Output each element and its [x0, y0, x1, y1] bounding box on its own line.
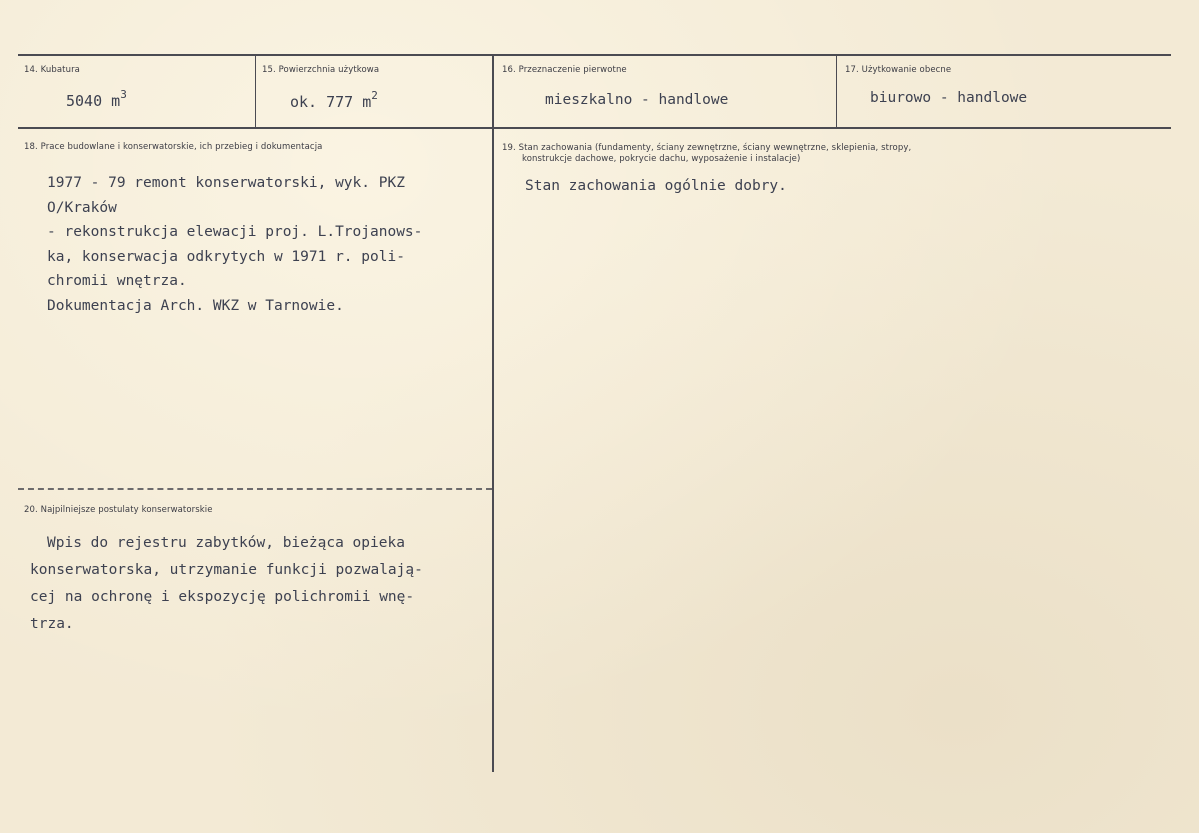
- divider-18-19: [492, 129, 494, 772]
- field-14-label: 14. Kubatura: [24, 65, 80, 75]
- field-19-label-line-2: konstrukcje dachowe, pokrycie dachu, wyposażenie i instalacje): [522, 154, 801, 164]
- field-20-label: 20. Najpilniejsze postulaty konserwatorskie: [24, 505, 213, 515]
- field-15-unit-exponent: 2: [371, 89, 378, 102]
- field-14-number: 5040 m: [66, 92, 121, 110]
- field-18-label: 18. Prace budowlane i konserwatorskie, ich przebieg i dokumentacja: [24, 142, 323, 152]
- field-20-line: konserwatorska, utrzymanie funkcji pozwalają-: [30, 562, 423, 578]
- top-rule: [18, 54, 1171, 56]
- divider-14-15: [255, 56, 256, 127]
- field-15-number: ok. 777 m: [290, 93, 372, 111]
- divider-15-16: [492, 56, 494, 127]
- section-18-bottom-rule: [18, 488, 492, 490]
- field-18-line: Dokumentacja Arch. WKZ w Tarnowie.: [47, 297, 344, 314]
- field-20-text: [30, 530, 423, 638]
- field-15-value: [290, 91, 378, 111]
- field-16-value: mieszkalno - handlowe: [545, 92, 729, 108]
- field-17-label: 17. Użytkowanie obecne: [845, 65, 952, 75]
- field-18-line: - rekonstrukcja elewacji proj. L.Trojanows-: [47, 224, 423, 240]
- field-19-label-line-1: 19. Stan zachowania (fundamenty, ściany zewnętrzne, ściany wewnętrzne, sklepienia, stropy,: [502, 143, 912, 153]
- field-20-line: Wpis do rejestru zabytków, bieżąca opieka: [47, 535, 405, 551]
- field-14-value: [66, 90, 127, 110]
- divider-16-17: [836, 56, 837, 127]
- header-row-bottom-rule: [18, 127, 1171, 129]
- field-19-value: Stan zachowania ogólnie dobry.: [525, 178, 787, 194]
- field-14-unit-exponent: 3: [120, 88, 127, 101]
- field-17-value: biurowo - handlowe: [870, 90, 1028, 106]
- field-16-label: 16. Przeznaczenie pierwotne: [502, 65, 627, 75]
- field-15-label: 15. Powierzchnia użytkowa: [262, 65, 380, 75]
- field-20-line: trza.: [30, 616, 74, 632]
- field-20-line: cej na ochronę i ekspozycję polichromii wnę-: [30, 589, 415, 605]
- field-18-line: ka, konserwacja odkrytych w 1971 r. poli-: [47, 248, 405, 265]
- field-18-text: [47, 171, 422, 318]
- field-18-line: O/Kraków: [47, 199, 117, 216]
- field-18-line: 1977 - 79 remont konserwatorski, wyk. PKZ: [47, 175, 405, 191]
- field-18-line: chromii wnętrza.: [47, 273, 187, 289]
